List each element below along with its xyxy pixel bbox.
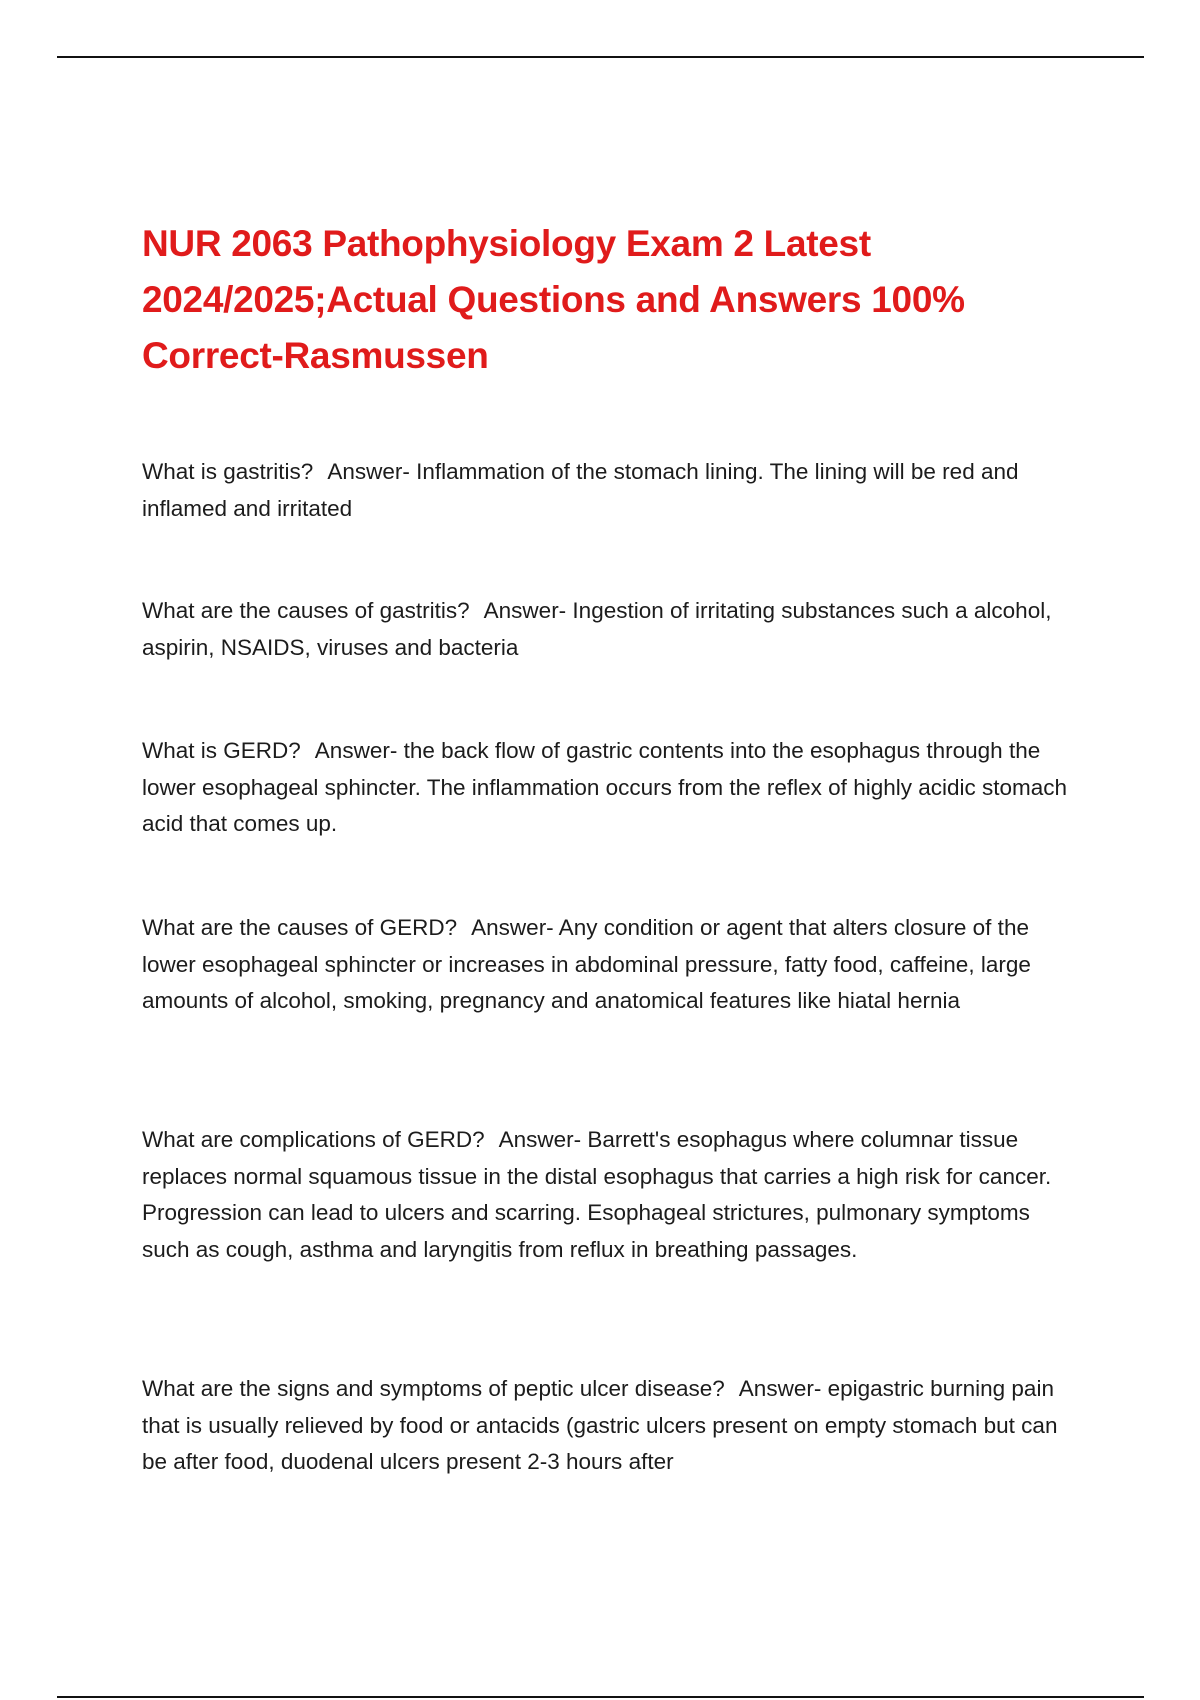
answer-text: Answer- Any condition or agent that alters closure of the lower esophageal sphincter or increases in abdominal pressure, fatty food, caffeine, large amounts of alcohol, smoking, pregnancy and anatomical features like hiatal hernia [142,915,1031,1013]
qa-item-gastritis [142,454,1072,527]
bottom-divider [57,1696,1144,1698]
qa-item-gerd-causes [142,910,1072,1020]
question-text: What are complications of GERD? [142,1127,485,1152]
qa-item-gerd-complications [142,1122,1072,1268]
answer-text: Answer- the back flow of gastric contents into the esophagus through the lower esophageal sphincter. The inflammation occurs from the reflex of highly acidic stomach acid that comes up. [142,738,1068,836]
answer-text: Answer- Inflammation of the stomach lining. The lining will be red and inflamed and irritated [142,459,1019,521]
question-text: What are the causes of gastritis? [142,598,470,623]
answer-text: Answer- Ingestion of irritating substances such a alcohol, aspirin, NSAIDS, viruses and bacteria [142,598,1052,660]
question-text: What is GERD? [142,738,301,763]
qa-item-gerd [142,733,1072,843]
question-text: What are the signs and symptoms of peptic ulcer disease? [142,1376,725,1401]
question-text: What are the causes of GERD? [142,915,458,940]
answer-text: Answer- Barrett's esophagus where columnar tissue replaces normal squamous tissue in the distal esophagus that carries a high risk for cancer. Progression can lead to ulcers and scarring. Esophageal strictures, pulmonary symptoms such as cough, asthma and laryngitis from reflux in breathing passages. [142,1127,1052,1262]
answer-text: Answer- epigastric burning pain that is usually relieved by food or antacids (gastric ulcers present on empty stomach but can be after food, duodenal ulcers present 2-3 hours after [142,1376,1058,1474]
qa-item-peptic-ulcer [142,1371,1072,1481]
qa-item-gastritis-causes [142,593,1072,666]
question-text: What is gastritis? [142,459,314,484]
document-title: NUR 2063 Pathophysiology Exam 2 Latest 2024/2025;Actual Questions and Answers 100% Correct-Rasmussen [142,223,965,376]
top-divider [57,56,1144,58]
